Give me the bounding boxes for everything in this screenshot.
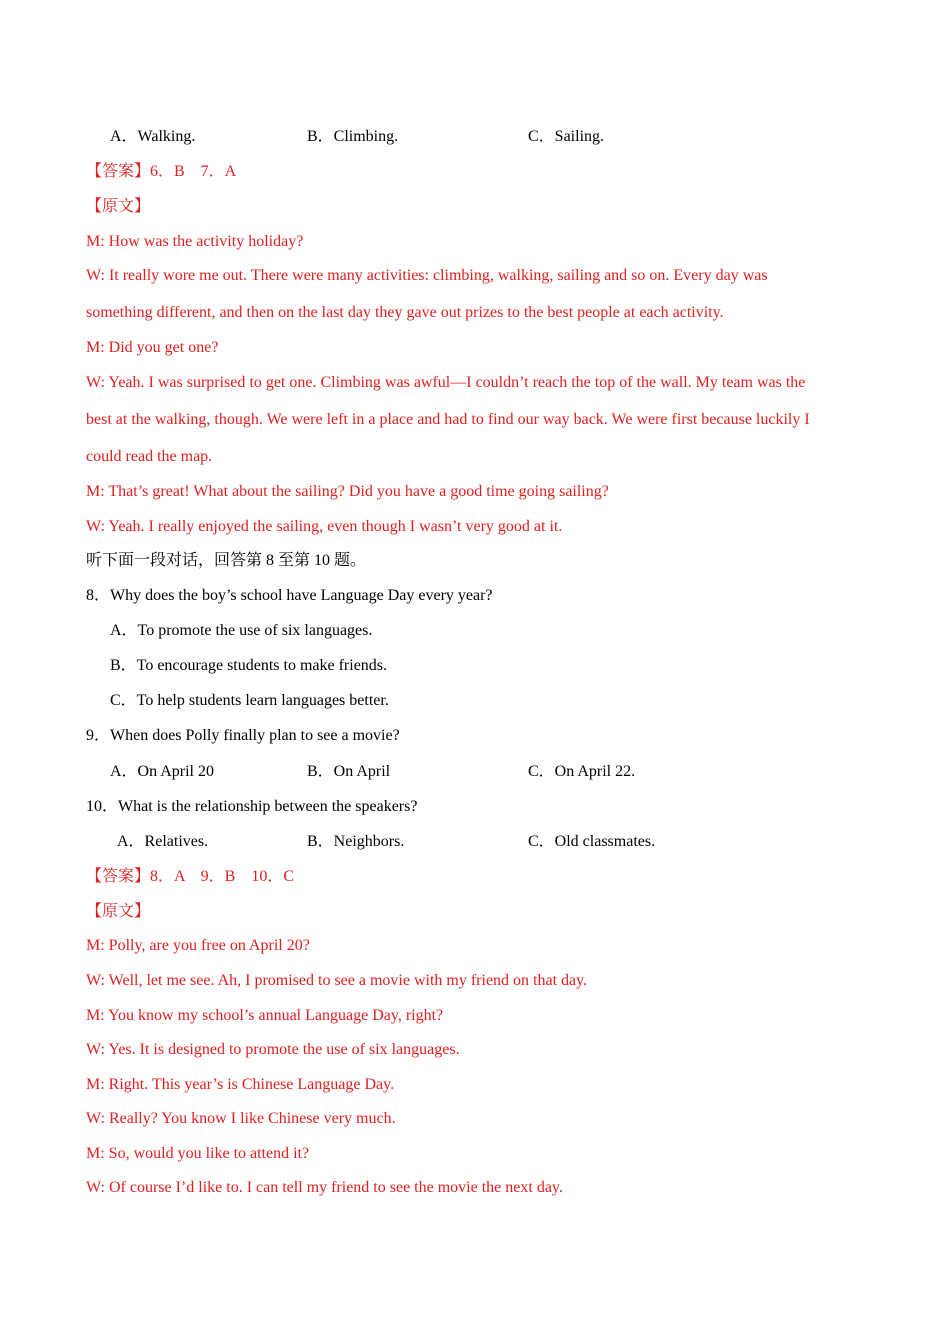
q10-option-a: A．Relatives. bbox=[117, 833, 209, 850]
transcript-line: M: That’s great! What about the sailing? Did you have a good time going sailing? bbox=[86, 483, 609, 500]
transcript-line: M: Polly, are you free on April 20? bbox=[86, 937, 310, 954]
q9-option-b: B．On April bbox=[307, 763, 391, 780]
transcript-line: W: Really? You know I like Chinese very much. bbox=[86, 1110, 396, 1127]
question-9: 9．When does Polly finally plan to see a movie? bbox=[86, 727, 400, 744]
q10-option-c: C．Old classmates. bbox=[528, 833, 656, 850]
q10-option-b: B．Neighbors. bbox=[307, 833, 405, 850]
source-label-2: 【原文】 bbox=[86, 903, 151, 920]
transcript-line: M: Did you get one? bbox=[86, 339, 219, 356]
transcript-line: W: Of course I’d like to. I can tell my friend to see the movie the next day. bbox=[86, 1179, 563, 1196]
answer-key-2: 【答案】8．A 9．B 10．C bbox=[86, 868, 295, 885]
transcript-line: W: Yeah. I really enjoyed the sailing, even though I wasn’t very good at it. bbox=[86, 518, 563, 535]
transcript-line: could read the map. bbox=[86, 448, 213, 465]
q9-option-c: C．On April 22. bbox=[528, 763, 636, 780]
transcript-line: M: How was the activity holiday? bbox=[86, 233, 304, 250]
transcript-line: something different, and then on the last day they gave out prizes to the best people at each activity. bbox=[86, 304, 724, 321]
q8-option-b: B．To encourage students to make friends. bbox=[110, 657, 388, 674]
answer-key-1: 【答案】6．B 7．A bbox=[86, 163, 237, 180]
q7-option-c: C．Sailing. bbox=[528, 128, 605, 145]
transcript-line: M: Right. This year’s is Chinese Language Day. bbox=[86, 1076, 395, 1093]
q9-option-a: A．On April 20 bbox=[110, 763, 215, 780]
transcript-line: best at the walking, though. We were left in a place and had to find our way back. We were first because luckily I bbox=[86, 411, 810, 428]
transcript-line: M: You know my school’s annual Language Day, right? bbox=[86, 1007, 444, 1024]
transcript-line: W: Yes. It is designed to promote the use of six languages. bbox=[86, 1041, 460, 1058]
source-label-1: 【原文】 bbox=[86, 198, 151, 215]
question-10: 10．What is the relationship between the speakers? bbox=[86, 798, 418, 815]
listening-instruction: 听下面一段对话，回答第 8 至第 10 题。 bbox=[86, 552, 367, 569]
q7-option-b: B．Climbing. bbox=[307, 128, 399, 145]
q7-option-a: A．Walking. bbox=[110, 128, 196, 145]
transcript-line: W: Yeah. I was surprised to get one. Climbing was awful—I couldn’t reach the top of the wall. My team was the bbox=[86, 374, 806, 391]
q8-option-c: C．To help students learn languages better. bbox=[110, 692, 389, 709]
question-8: 8．Why does the boy’s school have Language Day every year? bbox=[86, 587, 493, 604]
transcript-line: W: Well, let me see. Ah, I promised to see a movie with my friend on that day. bbox=[86, 972, 588, 989]
q8-option-a: A．To promote the use of six languages. bbox=[110, 622, 373, 639]
transcript-line: M: So, would you like to attend it? bbox=[86, 1145, 310, 1162]
transcript-line: W: It really wore me out. There were many activities: climbing, walking, sailing and so on. Every day was bbox=[86, 267, 768, 284]
